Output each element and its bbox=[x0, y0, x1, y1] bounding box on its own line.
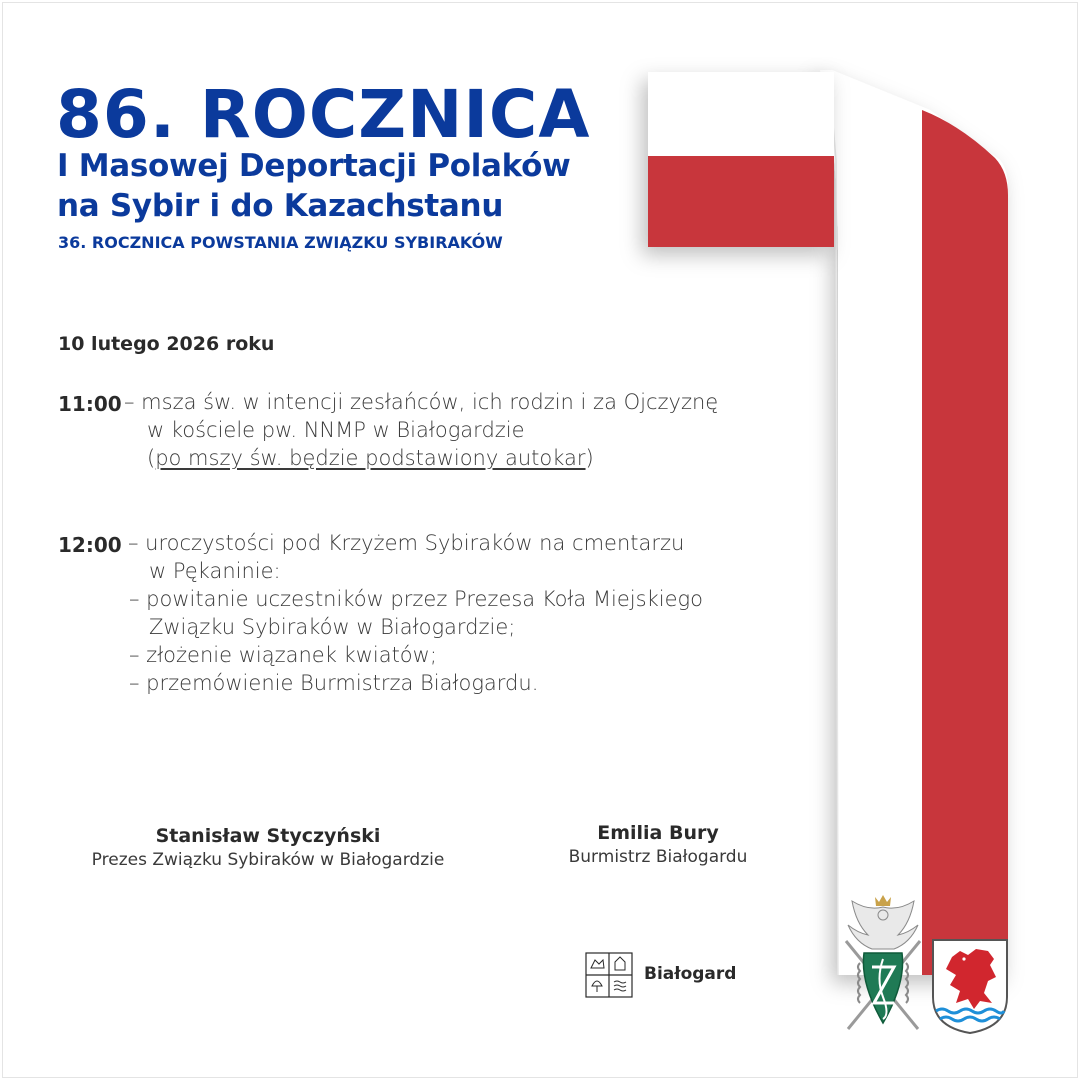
signature-left-name: Stanisław Styczyński bbox=[155, 825, 381, 847]
item2-line6: – przemówienie Burmistrza Białogardu. bbox=[129, 671, 539, 695]
bialogard-logo-text: Białogard bbox=[644, 964, 737, 984]
event-date: 10 lutego 2026 roku bbox=[58, 333, 275, 355]
subtitle: 36. ROCZNICA POWSTANIA ZWIĄZKU SYBIRAKÓW bbox=[58, 233, 503, 252]
signature-right-name: Emilia Bury bbox=[597, 822, 719, 844]
paren-close: ) bbox=[585, 446, 594, 470]
item2-line5: – złożenie wiązanek kwiatów; bbox=[129, 643, 437, 667]
title-line-1: I Masowej Deportacji Polaków bbox=[57, 148, 571, 184]
paren-open: ( bbox=[147, 446, 156, 470]
item2-line1: – uroczystości pod Krzyżem Sybiraków na cmentarzu bbox=[128, 531, 685, 555]
sybiracy-emblem-icon bbox=[838, 893, 928, 1035]
griffin-coat-of-arms-icon bbox=[930, 937, 1010, 1035]
item1-line2: w kościele pw. NNMP w Białogardzie bbox=[147, 418, 525, 442]
signature-right-role: Burmistrz Białogardu bbox=[568, 847, 748, 867]
item2-line3: – powitanie uczestników przez Prezesa Koła Miejskiego bbox=[129, 587, 703, 611]
item1-line1: – msza św. w intencji zesłańców, ich rodzin i za Ojczyznę bbox=[124, 390, 719, 414]
bus-note: po mszy św. będzie podstawiony autokar bbox=[155, 446, 586, 470]
item1-line3 bbox=[147, 446, 594, 470]
title-main: 86. ROCZNICA bbox=[56, 76, 591, 153]
time-1: 11:00 bbox=[58, 392, 122, 416]
bialogard-logo-grid-icon bbox=[585, 952, 633, 998]
time-2: 12:00 bbox=[58, 533, 122, 557]
item2-line2: w Pękaninie: bbox=[149, 559, 281, 583]
item2-line4: Związku Sybiraków w Białogardzie; bbox=[149, 615, 516, 639]
title-line-2: na Sybir i do Kazachstanu bbox=[57, 188, 504, 224]
signature-left-role: Prezes Związku Sybiraków w Białogardzie bbox=[91, 850, 445, 870]
